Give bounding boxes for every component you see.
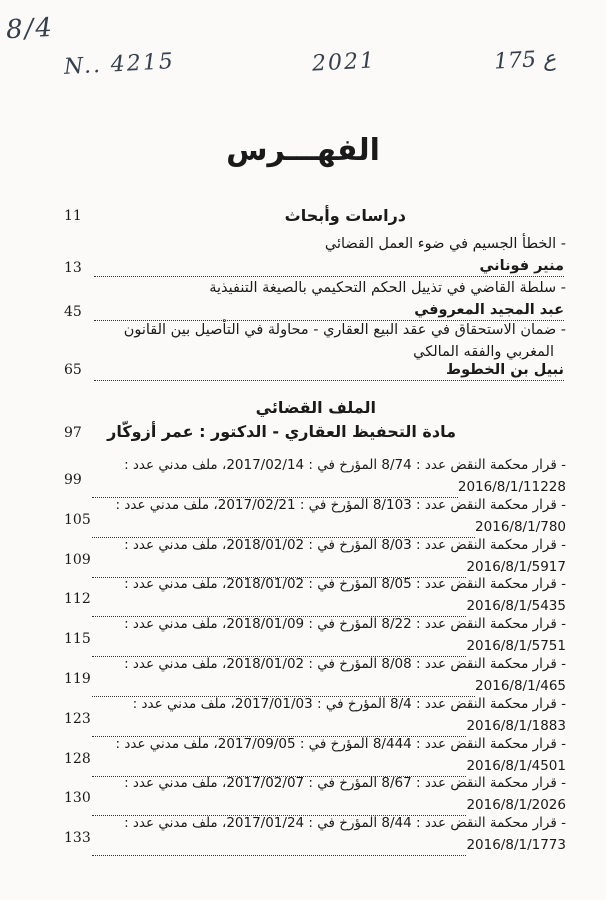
- page-title: الفهـــرس: [226, 133, 380, 168]
- ruling-page-number: 112: [64, 591, 91, 607]
- ruling-page-number: 99: [64, 472, 82, 488]
- ruling-page-number: 123: [64, 711, 91, 727]
- handwritten-page-ref: 8/4: [5, 12, 55, 46]
- ruling-text: [90, 772, 566, 816]
- ruling-file-number: 2016/8/1/5751: [466, 638, 566, 654]
- ruling-page-number: 133: [64, 830, 91, 846]
- ruling-file-number: 2016/8/1/1773: [466, 837, 566, 853]
- ruling-text: [90, 573, 566, 617]
- section-subheading: مادة التحفيظ العقاري - الدكتور : عمر أزوكّار: [107, 422, 456, 441]
- ruling-page-number: 119: [64, 671, 91, 687]
- section-page-number: 97: [64, 425, 82, 441]
- entry-title-continued: المغربي والفقه المالكي: [413, 344, 554, 360]
- section-page-number: 11: [64, 208, 82, 224]
- ruling-line: - قرار محكمة النقض عدد : 8/67 المؤرخ في : 2017/02/07، ملف مدني عدد :: [124, 775, 566, 791]
- ruling-text: [90, 733, 566, 777]
- ruling-line: - قرار محكمة النقض عدد : 8/74 المؤرخ في : 2017/02/14، ملف مدني عدد :: [124, 457, 566, 473]
- ruling-text: [90, 653, 566, 697]
- ruling-text: [90, 494, 566, 538]
- ruling-line: - قرار محكمة النقض عدد : 8/22 المؤرخ في : 2018/01/09، ملف مدني عدد :: [124, 616, 566, 632]
- section-heading: دراسات وأبحاث: [284, 206, 406, 225]
- handwritten-number: N.. 4215: [63, 49, 176, 80]
- ruling-line: - قرار محكمة النقض عدد : 8/44 المؤرخ في : 2017/01/24، ملف مدني عدد :: [124, 815, 566, 831]
- entry-title: - الخطأ الجسيم في ضوء العمل القضائي: [324, 236, 566, 252]
- ruling-text: [90, 454, 566, 498]
- ruling-page-number: 128: [64, 751, 91, 767]
- entry-title: - ضمان الاستحقاق في عقد البيع العقاري - محاولة في التأصيل بين القانون: [123, 322, 566, 338]
- ruling-file-number: 2016/8/1/11228: [457, 479, 566, 495]
- ruling-page-number: 130: [64, 790, 91, 806]
- ruling-page-number: 109: [64, 552, 91, 568]
- ruling-line: - قرار محكمة النقض عدد : 8/03 المؤرخ في : 2018/01/02، ملف مدني عدد :: [124, 537, 566, 553]
- ruling-text: [90, 693, 566, 737]
- dot-leader: [92, 841, 466, 856]
- ruling-text: [90, 613, 566, 657]
- ruling-file-row: [90, 834, 566, 856]
- entry-title: - سلطة القاضي في تذييل الحكم التحكيمي بالصيغة التنفيذية: [209, 280, 566, 296]
- ruling-text: [90, 534, 566, 578]
- entry-page-number: 65: [64, 362, 82, 378]
- entry-author: عبد المجيد المعروفي: [94, 302, 564, 321]
- ruling-file-number: 2016/8/1/5435: [466, 598, 566, 614]
- section-heading: الملف القضائي: [255, 398, 376, 417]
- ruling-file-number: 2016/8/1/780: [475, 519, 566, 535]
- ruling-file-number: 2016/8/1/465: [475, 678, 566, 694]
- entry-author: نبيل بن الخطوط: [94, 362, 564, 381]
- entry-page-number: 45: [64, 304, 82, 320]
- ruling-file-number: 2016/8/1/5917: [466, 559, 566, 575]
- ruling-file-number: 2016/8/1/4501: [466, 758, 566, 774]
- ruling-line: - قرار محكمة النقض عدد : 8/05 المؤرخ في : 2018/01/02، ملف مدني عدد :: [124, 576, 566, 592]
- ruling-file-number: 2016/8/1/1883: [466, 718, 566, 734]
- entry-author: منير فوناني: [94, 258, 564, 277]
- ruling-page-number: 115: [64, 631, 91, 647]
- ruling-line: - قرار محكمة النقض عدد : 8/444 المؤرخ في : 2017/09/05، ملف مدني عدد :: [115, 736, 566, 752]
- ruling-text: [90, 812, 566, 856]
- entry-page-number: 13: [64, 260, 82, 276]
- ruling-page-number: 105: [64, 512, 91, 528]
- handwritten-year: 2021: [311, 48, 377, 77]
- ruling-line: - قرار محكمة النقض عدد : 8/08 المؤرخ في : 2018/01/02، ملف مدني عدد :: [124, 656, 566, 672]
- ruling-line: - قرار محكمة النقض عدد : 8/4 المؤرخ في : 2017/01/03، ملف مدني عدد :: [132, 696, 566, 712]
- ruling-file-number: 2016/8/1/2026: [466, 797, 566, 813]
- ruling-line: - قرار محكمة النقض عدد : 8/103 المؤرخ في : 2017/02/21، ملف مدني عدد :: [115, 497, 566, 513]
- handwritten-ref: 175 ع: [493, 46, 557, 75]
